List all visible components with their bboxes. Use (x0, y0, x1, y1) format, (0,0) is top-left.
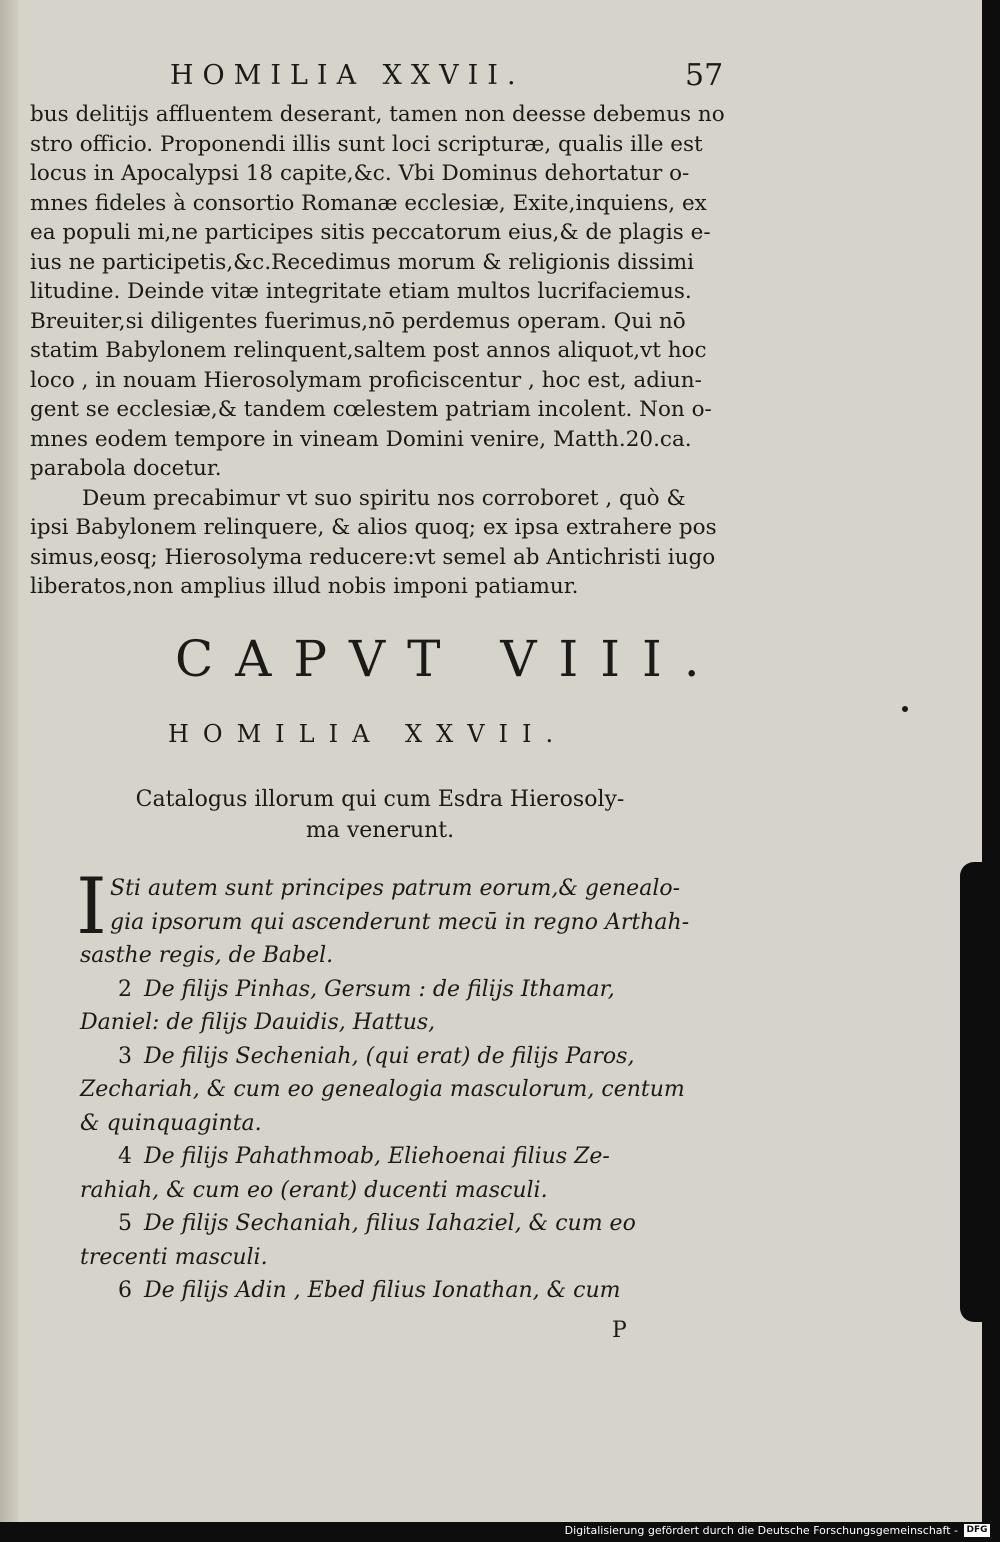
text-line: mnes eodem tempore in vineam Domini venire, Matth.20.ca. (30, 426, 692, 452)
verse-list (80, 872, 690, 1308)
verse-line: Zechariah, & cum eo genealogia masculorum, centum (80, 1077, 685, 1102)
verse-number: 6 (118, 1278, 132, 1303)
verse-line: rahiah, & cum eo (erant) ducenti masculi. (80, 1177, 548, 1203)
funding-notice: Digitalisierung gefördert durch die Deutsche Forschungsgemeinschaft - (564, 1524, 958, 1537)
verse-line: trecenti masculi. (80, 1244, 268, 1270)
verse-line: Daniel: de filijs Dauidis, Hattus, (80, 1010, 436, 1035)
verse-number: 2 (118, 976, 132, 1002)
verse-line (80, 1274, 670, 1308)
summary-line: ma venerunt. (305, 818, 455, 843)
verse-number: 3 (118, 1043, 132, 1069)
page-edge-notch (960, 862, 990, 1322)
text-line: liberatos,non amplius illud nobis imponi patiamur. (30, 574, 579, 599)
text-line: gent se ecclesiæ,& tandem cœlestem patriam incolent. Non o- (30, 397, 712, 422)
chapter-heading: CAPVT VIII. (175, 630, 722, 688)
verse-line (80, 1140, 670, 1174)
text-line: simus,eosq; Hierosolyma reducere:vt semel ab Antichristi iugo (30, 544, 716, 570)
verse-text: De filijs Sechaniah, filius Iahaziel, & cum eo (144, 1211, 636, 1236)
verse-text: De filijs Secheniah, (qui erat) de filijs Paros, (144, 1043, 635, 1069)
text-line: statim Babylonem relinquent,saltem post annos aliquot,vt hoc (30, 338, 707, 363)
text-line: ea populi mi,ne participes sitis peccatorum eius,& de plagis e- (30, 220, 711, 245)
text-line: mnes fideles à consortio Romanæ ecclesiæ, Exite,inquiens, ex (30, 190, 707, 216)
verse-text: De filijs Adin , Ebed filius Ionathan, & cum (144, 1278, 621, 1303)
running-head: HOMILIA XXVII. (170, 60, 525, 91)
summary-line: Catalogus illorum qui cum Esdra Hierosoly- (135, 787, 625, 812)
verse-line (80, 1040, 670, 1074)
text-line: parabola docetur. (30, 456, 222, 481)
verse-text: De filijs Pinhas, Gersum : de filijs Ithamar, (144, 976, 615, 1002)
text-line: locus in Apocalypsi 18 capite,&c. Vbi Dominus dehortatur o- (30, 161, 690, 186)
homily-heading: HOMILIA XXVII. (168, 720, 568, 748)
dfg-logo: DFG (964, 1524, 990, 1537)
verse-line (80, 1207, 670, 1241)
page-binding-edge (0, 0, 18, 1522)
verse-line: sasthe regis, de Babel. (80, 943, 334, 968)
drop-cap: I (76, 862, 107, 952)
verse-line: & quinquaginta. (80, 1110, 262, 1136)
chapter-summary (120, 784, 640, 846)
text-line: loco , in nouam Hierosolymam proficiscentur , hoc est, adiun- (30, 367, 702, 393)
page-number: 57 (685, 58, 724, 93)
text-line: bus delitijs affluentem deserant, tamen non deesse debemus no (30, 102, 725, 127)
signature-mark: P (612, 1318, 627, 1343)
verse-line: gia ipsorum qui ascenderunt mecū in regno Arthah- (110, 909, 690, 935)
verse-number: 4 (118, 1144, 132, 1169)
body-text (30, 100, 725, 602)
verse-line (80, 973, 670, 1007)
text-line: ipsi Babylonem relinquere, & alios quoq; ex ipsa extrahere pos (30, 515, 717, 540)
text-line: Breuiter,si diligentes fuerimus,nō perdemus operam. Qui nō (30, 308, 686, 334)
text-line: stro officio. Proponendi illis sunt loci scripturæ, qualis ille est (30, 131, 703, 157)
ink-spot (902, 706, 908, 712)
text-line: litudine. Deinde vitæ integritate etiam multos lucrifaciemus. (30, 279, 692, 304)
verse-text: De filijs Pahathmoab, Eliehoenai filius Ze- (144, 1144, 610, 1169)
verse-line: Sti autem sunt principes patrum eorum,& genealo- (110, 876, 681, 901)
verse-number: 5 (118, 1211, 132, 1236)
text-line: ius ne participetis,&c.Recedimus morum & religionis dissimi (30, 249, 695, 275)
text-line: Deum precabimur vt suo spiritu nos corroboret , quò & (82, 485, 686, 511)
